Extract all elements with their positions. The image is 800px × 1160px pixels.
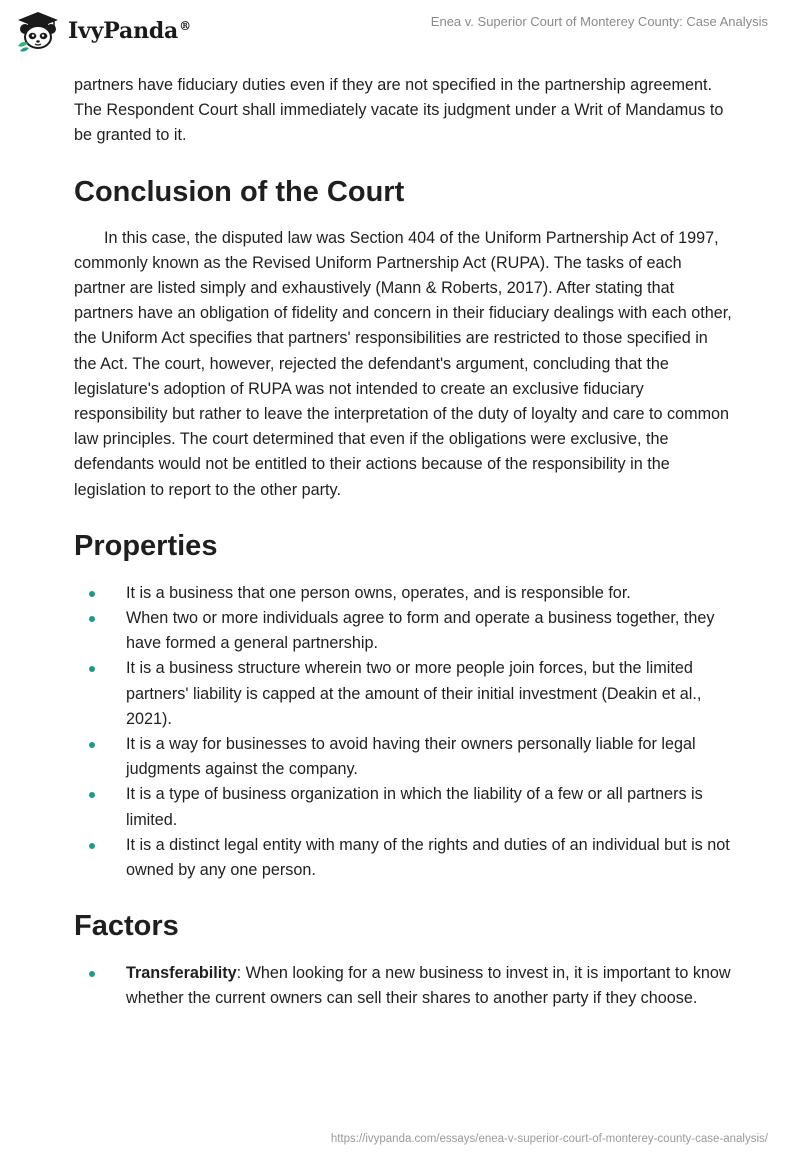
document-title: Enea v. Superior Court of Monterey County: Case Analysis bbox=[430, 14, 768, 29]
section-heading-properties: Properties bbox=[74, 529, 218, 562]
registered-mark: ® bbox=[179, 18, 191, 33]
panda-graduate-icon bbox=[14, 10, 62, 52]
properties-list bbox=[74, 581, 734, 883]
ivypanda-logo[interactable] bbox=[14, 10, 191, 52]
conclusion-paragraph: In this case, the disputed law was Section 404 of the Uniform Partnership Act of 1997, commonly known as the Revised Uniform Partnership Act (RUPA). The tasks of each partner are listed simply and exhaustively (Mann & Roberts, 2017). After stating that partners have an obligation of fidelity and concern in their fiduciary dealings with each other, the Uniform Act specifies that partners' responsibilities are restricted to those specified in the Act. The court, however, rejected the defendant's argument, concluding that the legislature's adoption of RUPA was not intended to create an exclusive fiduciary responsibility but rather to leave the interpretation of the duty of loyalty and care to common law principles. The court determined that even if the obligations were exclusive, the defendants would not be entitled to their actions because of the responsibility in the legislation to report to the other party. bbox=[74, 228, 732, 499]
bullet-icon bbox=[89, 792, 95, 798]
bullet-icon bbox=[89, 843, 95, 849]
source-url: https://ivypanda.com/essays/enea-v-superior-court-of-monterey-county-case-analysis/ bbox=[330, 1133, 768, 1145]
article-body bbox=[74, 70, 734, 1012]
list-item: When two or more individuals agree to form and operate a business together, they have formed a general partnership. bbox=[74, 606, 734, 656]
list-item: It is a business structure wherein two or more people join forces, but the limited partners' liability is capped at the amount of their initial investment (Deakin et al., 2021). bbox=[74, 656, 734, 732]
list-item: It is a type of business organization in which the liability of a few or all partners is limited. bbox=[74, 782, 734, 832]
page-header bbox=[0, 0, 800, 70]
list-item bbox=[74, 961, 734, 1011]
factors-list bbox=[74, 961, 734, 1011]
bullet-icon bbox=[89, 666, 95, 672]
factor-text: : When looking for a new business to invest in, it is important to know whether the current owners can sell their shares to another party if they choose. bbox=[126, 964, 731, 1008]
brand-name: IvyPanda® bbox=[68, 18, 191, 44]
section-heading-conclusion: Conclusion of the Court bbox=[74, 175, 405, 208]
bullet-icon bbox=[89, 742, 95, 748]
bullet-icon bbox=[89, 616, 95, 622]
intro-paragraph: partners have fiduciary duties even if they are not specified in the partnership agreement. The Respondent Court shall immediately vacate its judgment under a Writ of Mandamus to be granted to it. bbox=[74, 76, 724, 145]
bullet-icon bbox=[89, 971, 95, 977]
section-heading-factors: Factors bbox=[74, 910, 179, 943]
list-item: It is a business that one person owns, operates, and is responsible for. bbox=[74, 581, 734, 606]
bullet-icon bbox=[89, 591, 95, 597]
factor-term: Transferability bbox=[126, 964, 237, 983]
list-item: It is a way for businesses to avoid having their owners personally liable for legal judgments against the company. bbox=[74, 732, 734, 782]
list-item: It is a distinct legal entity with many of the rights and duties of an individual but is not owned by any one person. bbox=[74, 833, 734, 883]
